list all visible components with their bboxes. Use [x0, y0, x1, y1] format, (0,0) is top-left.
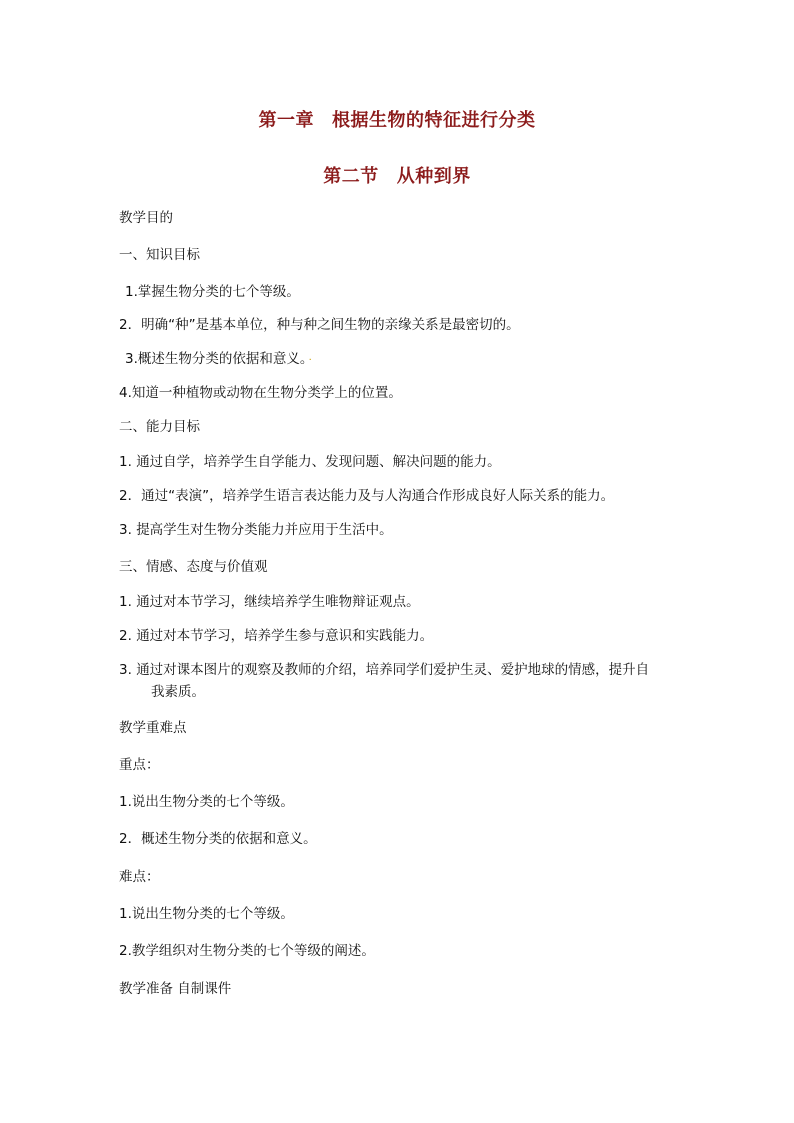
section-title: [0, 162, 794, 188]
preparation-value: 自制课件: [177, 981, 232, 997]
list-item-number: 2.: [119, 628, 132, 644]
list-item-text: 掌握生物分类的七个等级。: [137, 284, 300, 300]
list-item-number: 2．: [119, 317, 142, 333]
list-item: [119, 487, 614, 505]
list-item-number: 3.: [119, 522, 132, 538]
list-item: [119, 905, 294, 923]
list-item-text: 概述生物分类的依据和意义。: [141, 831, 317, 847]
difficult-points-heading: 难点：: [119, 869, 160, 885]
list-item-text: 教学组织对生物分类的七个等级的阐述。: [131, 943, 375, 959]
list-item-continuation: 我素质。: [151, 684, 205, 700]
list-item-text: 说出生物分类的七个等级。: [131, 906, 294, 922]
list-item-number: 2．: [119, 831, 142, 847]
chapter-title-prefix: 第一章: [258, 110, 314, 131]
list-item: [125, 350, 312, 370]
list-item: [119, 316, 520, 334]
list-item-number: 1.: [119, 454, 132, 470]
list-item: [119, 659, 679, 703]
list-item-number: 1.: [119, 794, 132, 810]
list-item-number: 1.: [125, 284, 138, 300]
emotion-goals-heading: 三、情感、态度与价值观: [119, 559, 268, 575]
knowledge-goals-heading: 一、知识目标: [119, 247, 200, 263]
list-item-text: 通过对课本图片的观察及教师的介绍，培养同学们爱护生灵、爱护地球的情感，提升自: [136, 662, 650, 678]
list-item-number: 4.: [119, 385, 132, 401]
list-item: [119, 453, 501, 471]
list-item-text: 知道一种植物或动物在生物分类学上的位置。: [131, 385, 402, 401]
section-title-text: 从种到界: [396, 166, 471, 187]
list-item: [125, 283, 300, 301]
preparation-label: 教学准备: [119, 981, 173, 997]
list-item: [119, 942, 375, 960]
preparation-line: [119, 980, 231, 998]
ability-goals-heading: 二、能力目标: [119, 419, 200, 435]
list-item: [119, 830, 317, 848]
list-item-text: 概述生物分类的依据和意义。: [137, 351, 307, 367]
list-item: [119, 627, 433, 645]
list-item-number: 2．: [119, 488, 142, 504]
list-item-number: 1.: [119, 594, 132, 610]
list-item-number: 2.: [119, 943, 132, 959]
list-item-text: 通过对本节学习，培养学生参与意识和实践能力。: [136, 628, 434, 644]
teaching-goals-heading: 教学目的: [119, 210, 173, 226]
list-item: [119, 521, 393, 539]
list-item-number: 1.: [119, 906, 132, 922]
section-title-prefix: 第二节: [323, 166, 379, 187]
editing-mark-icon: ·: [308, 355, 312, 366]
chapter-title: [0, 106, 794, 132]
list-item-text: 说出生物分类的七个等级。: [131, 794, 294, 810]
list-item-number: 3.: [119, 662, 132, 678]
key-points-heading: 教学重难点: [119, 720, 187, 736]
list-item-text: 通过“表演”，培养学生语言表达能力及与人沟通合作形成良好人际关系的能力。: [141, 488, 615, 504]
list-item-number: 3.: [125, 351, 138, 367]
list-item-text: 通过对本节学习，继续培养学生唯物辩证观点。: [136, 594, 420, 610]
list-item: [119, 793, 294, 811]
chapter-title-text: 根据生物的特征进行分类: [332, 110, 536, 131]
list-item: [119, 384, 402, 402]
important-points-heading: 重点：: [119, 757, 160, 773]
list-item-text: 明确“种”是基本单位，种与种之间生物的亲缘关系是最密切的。: [141, 317, 520, 333]
list-item: [119, 593, 420, 611]
list-item-text: 通过自学，培养学生自学能力、发现问题、解决问题的能力。: [136, 454, 501, 470]
list-item-text: 提高学生对生物分类能力并应用于生活中。: [136, 522, 393, 538]
